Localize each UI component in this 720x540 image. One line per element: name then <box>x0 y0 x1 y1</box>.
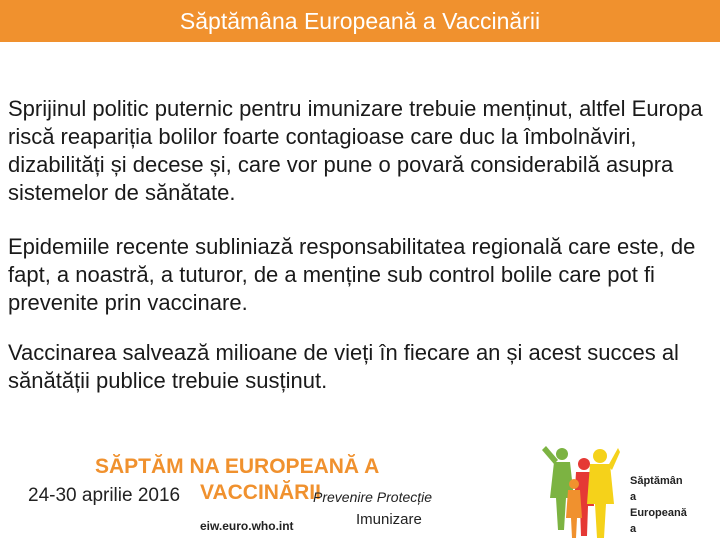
slide-title: Săptămâna Europeană a Vaccinării <box>179 8 541 34</box>
people-jumping-logo-icon <box>540 440 620 540</box>
footer-campaign-vaccinarii: VACCINĂRII <box>200 481 321 504</box>
footer-tagline: Prevenire Protecție <box>313 489 433 505</box>
paragraph-political-support: Sprijinul politic puternic pentru imunizare trebuie menținut, altfel Europa riscă reapariția bolilor foarte contagioase care duc la îmbolnăviri, dizabilități și decese și, care vor pune o povară considerabilă asupra sistemelor de sănătate. <box>8 96 703 205</box>
footer-imunizare: Imunizare <box>356 511 422 528</box>
side-label-line: Săptămân <box>630 475 683 487</box>
side-label-line: a <box>630 523 637 535</box>
side-label-line: Europeană <box>630 507 687 519</box>
footer-campaign-date: 24-30 aprilie 2016 <box>28 485 181 506</box>
footer-website-url[interactable]: eiw.euro.who.int <box>200 519 294 533</box>
side-campaign-label <box>630 473 710 537</box>
paragraph-recent-epidemics: Epidemiile recente subliniază responsabilitatea regională care este, de fapt, a noastră, a tuturor, de a menține sub control bolile care pot fi prevenite prin vaccinare. <box>8 234 696 315</box>
paragraph-vaccination-saves-lives: Vaccinarea salvează milioane de vieți în fiecare an și acest succes al sănătății publice trebuie susținut. <box>8 340 679 393</box>
side-label-line: a <box>630 491 637 503</box>
footer-campaign-heading: SĂPTĂM NA EUROPEANĂ A <box>95 455 380 478</box>
